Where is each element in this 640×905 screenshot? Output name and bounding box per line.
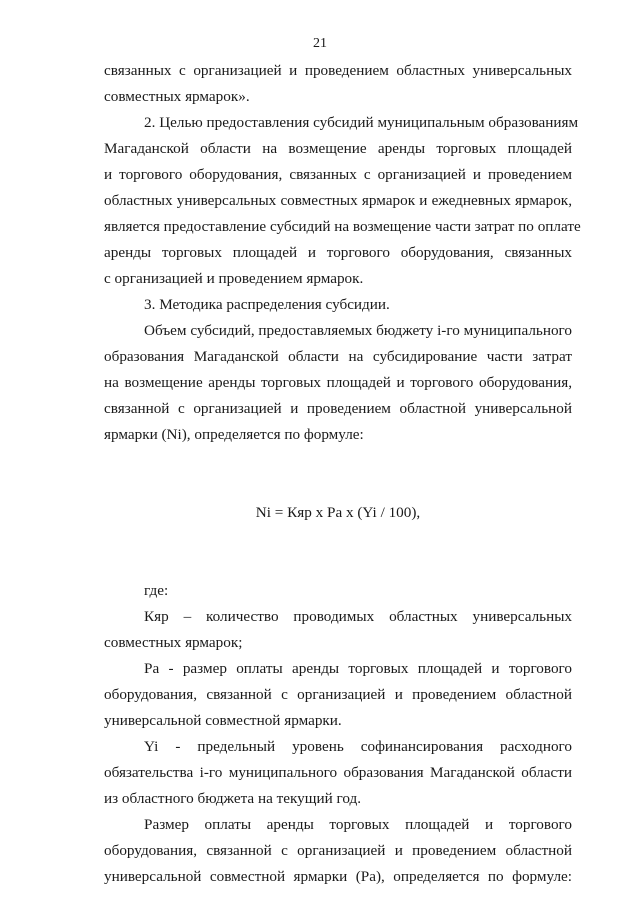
paragraph-p-closing xyxy=(104,812,572,890)
where-label: где: xyxy=(144,582,169,599)
text-line: Yi - предельный уровень софинансирования расходного xyxy=(144,738,572,755)
paragraph-p-volume xyxy=(104,318,572,448)
definitions xyxy=(104,604,572,812)
text-line: универсальной совместной ярмарки (Ра), определяется по формуле: xyxy=(104,868,572,885)
text-line: на возмещение аренды торговых площадей и торгового оборудования, xyxy=(104,374,572,391)
document-body xyxy=(104,58,581,890)
text-line: связанных с организацией и проведением областных универсальных xyxy=(104,62,572,79)
text-line: ярмарки (Ni), определяется по формуле: xyxy=(104,426,364,443)
text-line: является предоставление субсидий на возмещение части затрат по оплате xyxy=(104,218,581,235)
paragraph-closing xyxy=(104,812,572,890)
text-line: областных универсальных совместных ярмарок и ежедневных ярмарок, xyxy=(104,192,572,209)
paragraph-p-cont xyxy=(104,58,572,110)
text-line: обязательства i-го муниципального образования Магаданской области xyxy=(104,764,572,781)
text-line: совместных ярмарок». xyxy=(104,88,250,105)
text-line: 2. Целью предоставления субсидий муниципальным образованиям xyxy=(144,114,579,131)
text-line: Магаданской области на возмещение аренды торговых площадей xyxy=(104,140,572,157)
text-line: Размер оплаты аренды торговых площадей и торгового xyxy=(144,816,572,833)
text-line: с организацией и проведением ярмарок. xyxy=(104,270,364,287)
text-line: оборудования, связанной с организацией и проведением областной xyxy=(104,842,572,859)
text-line: из областного бюджета на текущий год. xyxy=(104,790,362,807)
paragraphs-top xyxy=(104,58,581,448)
text-line: универсальной совместной ярмарки. xyxy=(104,712,342,729)
text-line: образования Магаданской области на субсидирование части затрат xyxy=(104,348,572,365)
paragraph-p-2 xyxy=(104,110,581,292)
page-number: 21 xyxy=(313,36,327,51)
text-line: связанной с организацией и проведением областной универсальной xyxy=(104,400,572,417)
spacer xyxy=(104,526,572,578)
text-line: совместных ярмарок; xyxy=(104,634,243,651)
text-line: 3. Методика распределения субсидии. xyxy=(144,296,390,313)
text-line: Ра - размер оплаты аренды торговых площадей и торгового xyxy=(144,660,572,677)
paragraph-def-yi xyxy=(104,734,572,812)
text-line: оборудования, связанной с организацией и проведением областной xyxy=(104,686,572,703)
paragraph-def-ra xyxy=(104,656,572,734)
text-line: и торгового оборудования, связанных с организацией и проведением xyxy=(104,166,572,183)
text-line: Объем субсидий, предоставляемых бюджету i-го муниципального xyxy=(144,322,572,339)
spacer xyxy=(104,448,572,500)
formula-ni: Ni = Кяр x Ра x (Yi / 100), xyxy=(255,504,421,521)
paragraph-p-3 xyxy=(104,292,572,318)
paragraph-def-kyar xyxy=(104,604,572,656)
text-line: аренды торговых площадей и торгового оборудования, связанных xyxy=(104,244,572,261)
text-line: Кяр – количество проводимых областных универсальных xyxy=(144,608,572,625)
